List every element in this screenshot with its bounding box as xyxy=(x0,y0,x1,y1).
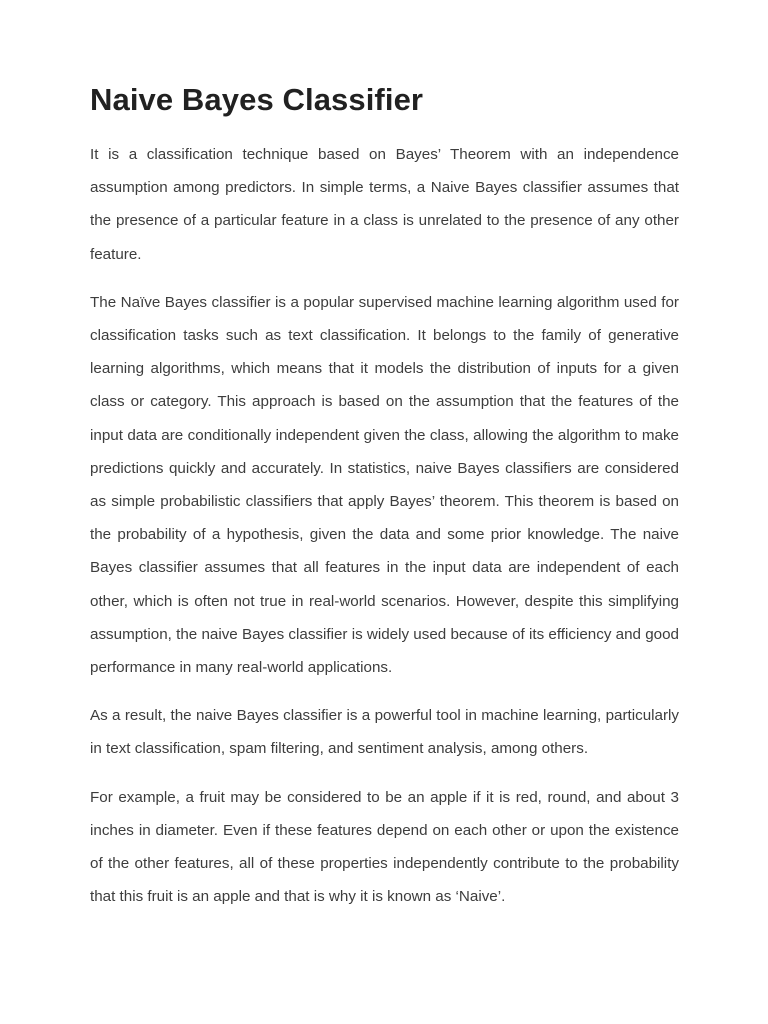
paragraph-conclusion: As a result, the naive Bayes classifier is a powerful tool in machine learning, particularly in text classification, spam filtering, and sentiment analysis, among others. xyxy=(90,707,679,758)
document-body xyxy=(90,80,679,913)
paragraph-overview: The Naïve Bayes classifier is a popular supervised machine learning algorithm used for classification tasks such as text classification. It belongs to the family of generative learning algorithms, which means that it models the distribution of inputs for a given class or category. This approach is based on the assumption that the features of the input data are conditionally independent given the class, allowing the algorithm to make predictions quickly and accurately. In statistics, naive Bayes classifiers are considered as simple probabilistic classifiers that apply Bayes’ theorem. This theorem is based on the probability of a hypothesis, given the data and some prior knowledge. The naive Bayes classifier assumes that all features in the input data are independent of each other, which is often not true in real-world scenarios. However, despite this simplifying assumption, the naive Bayes classifier is widely used because of its efficiency and good performance in many real-world applications. xyxy=(90,293,679,677)
page-title: Naive Bayes Classifier xyxy=(90,82,424,117)
paragraph-intro: It is a classification technique based on Bayes’ Theorem with an independence assumption among predictors. In simple terms, a Naive Bayes classifier assumes that the presence of a particular feature in a class is unrelated to the presence of any other feature. xyxy=(90,146,679,263)
paragraph-example: For example, a fruit may be considered to be an apple if it is red, round, and about 3 inches in diameter. Even if these features depend on each other or upon the existence of the other features, all of these properties independently contribute to the probability that this fruit is an apple and that is why it is known as ‘Naive’. xyxy=(90,788,679,906)
